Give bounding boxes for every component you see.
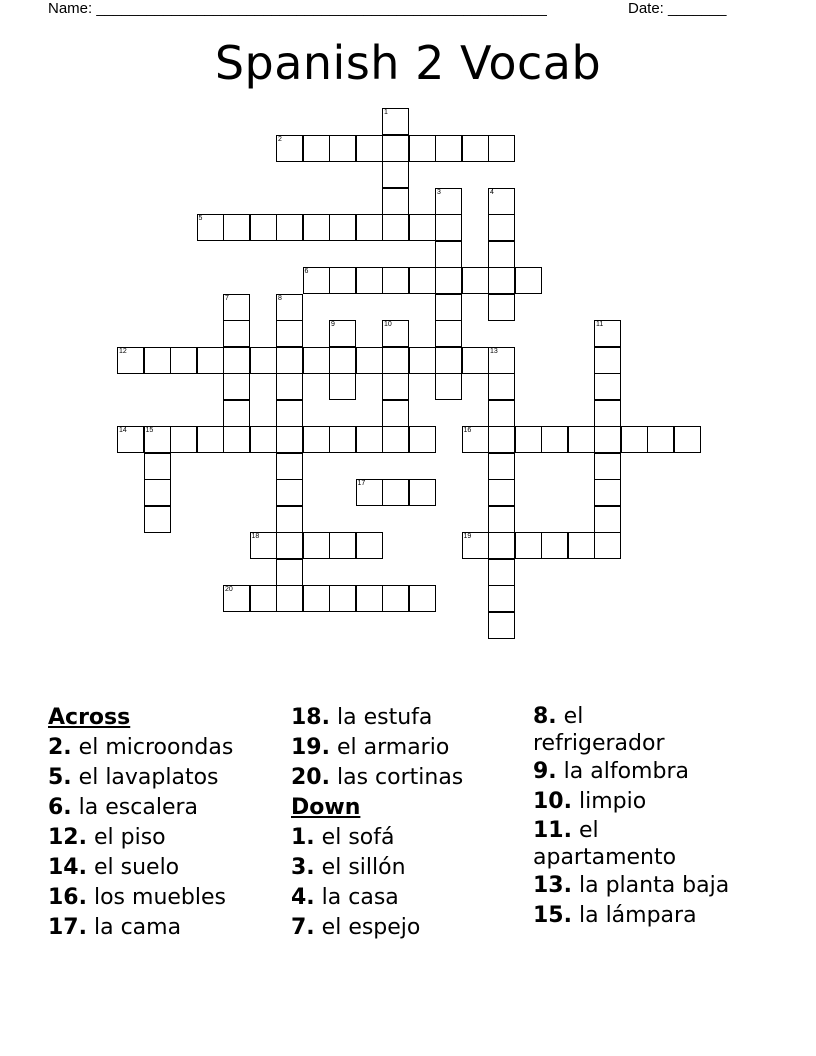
grid-cell[interactable] <box>144 453 171 480</box>
grid-cell[interactable] <box>223 320 250 347</box>
clue-number: 3 <box>437 188 441 196</box>
grid-cell[interactable] <box>594 453 621 480</box>
grid-cell[interactable] <box>674 426 701 453</box>
clue-number: 20 <box>225 586 233 593</box>
grid-cell[interactable] <box>382 161 409 188</box>
clue-number: 6 <box>304 268 309 275</box>
grid-cell[interactable] <box>409 585 436 612</box>
page-title: Spanish 2 Vocab <box>214 36 602 90</box>
grid-cell[interactable] <box>223 373 250 400</box>
grid-cell[interactable] <box>435 267 462 294</box>
grid-cell[interactable] <box>223 294 250 321</box>
date-field-label[interactable]: Date: _______ <box>628 0 727 17</box>
grid-cell[interactable] <box>594 479 621 506</box>
grid-cell[interactable] <box>568 532 595 559</box>
grid-cell[interactable] <box>250 214 277 241</box>
grid-cell[interactable] <box>515 426 542 453</box>
grid-cell[interactable] <box>197 347 224 374</box>
grid-cell[interactable] <box>488 347 515 374</box>
grid-cell[interactable] <box>488 373 515 400</box>
grid-cell[interactable] <box>197 214 224 241</box>
grid-cell[interactable] <box>488 559 515 586</box>
clue-down-13: 13. la planta baja <box>533 873 730 898</box>
grid-cell[interactable] <box>594 532 621 559</box>
grid-cell[interactable] <box>462 135 489 162</box>
grid-cell[interactable] <box>409 214 436 241</box>
clue-across-5: 5. el lavaplatos <box>48 765 219 790</box>
grid-cell[interactable] <box>223 347 250 374</box>
grid-cell[interactable] <box>515 267 542 294</box>
grid-cell[interactable] <box>144 479 171 506</box>
grid-cell[interactable] <box>276 320 303 347</box>
grid-cell[interactable] <box>488 294 515 321</box>
grid-cell[interactable] <box>276 479 303 506</box>
grid-cell[interactable] <box>409 267 436 294</box>
clue-number: 19 <box>463 533 472 540</box>
grid-cell[interactable] <box>594 506 621 533</box>
grid-cell[interactable] <box>594 426 621 453</box>
clue-number: 13 <box>490 347 498 355</box>
grid-cell[interactable] <box>435 373 462 400</box>
clue-down-8: 8. el refrigerador <box>533 704 665 756</box>
grid-cell[interactable] <box>435 135 462 162</box>
clue-column-1 <box>48 703 288 943</box>
grid-cell[interactable] <box>356 135 383 162</box>
clue-number: 16 <box>463 427 472 434</box>
grid-cell[interactable] <box>488 214 515 241</box>
grid-cell[interactable] <box>223 214 250 241</box>
grid-cell[interactable] <box>170 347 197 374</box>
clue-number: 10 <box>384 321 392 328</box>
grid-cell[interactable] <box>329 585 356 612</box>
grid-cell[interactable] <box>435 294 462 321</box>
clue-number: 8 <box>278 294 282 302</box>
grid-cell[interactable] <box>382 320 409 347</box>
clue-number: 4 <box>490 188 494 196</box>
grid-cell[interactable] <box>276 214 303 241</box>
grid-cell[interactable] <box>409 347 436 374</box>
grid-cell[interactable] <box>594 347 621 374</box>
grid-cell[interactable] <box>435 347 462 374</box>
grid-cell[interactable] <box>594 373 621 400</box>
grid-cell[interactable] <box>488 585 515 612</box>
grid-cell[interactable] <box>329 347 356 374</box>
grid-cell[interactable] <box>488 135 515 162</box>
grid-cell[interactable] <box>250 585 277 612</box>
grid-cell[interactable] <box>462 426 489 453</box>
grid-cell[interactable] <box>488 241 515 268</box>
grid-cell[interactable] <box>488 506 515 533</box>
grid-cell[interactable] <box>382 347 409 374</box>
grid-cell[interactable] <box>488 400 515 427</box>
clue-down-9: 9. la alfombra <box>533 759 689 784</box>
down-heading: Down <box>291 795 361 820</box>
clue-column-2 <box>291 703 531 943</box>
grid-cell[interactable] <box>382 585 409 612</box>
grid-cell[interactable] <box>170 426 197 453</box>
grid-cell[interactable] <box>382 214 409 241</box>
clue-number: 17 <box>357 480 366 487</box>
grid-cell[interactable] <box>276 532 303 559</box>
grid-cell[interactable] <box>329 373 356 400</box>
clue-down-11: 11. el apartamento <box>533 818 677 870</box>
clue-down-15: 15. la lámpara <box>533 903 697 928</box>
grid-cell[interactable] <box>250 532 277 559</box>
grid-cell[interactable] <box>356 347 383 374</box>
clue-number: 15 <box>145 427 154 434</box>
grid-cell[interactable] <box>329 267 356 294</box>
grid-cell[interactable] <box>223 426 250 453</box>
clue-number: 2 <box>278 135 282 143</box>
grid-cell[interactable] <box>356 426 383 453</box>
grid-cell[interactable] <box>647 426 674 453</box>
grid-cell[interactable] <box>223 400 250 427</box>
grid-cell[interactable] <box>223 585 250 612</box>
grid-cell[interactable] <box>276 347 303 374</box>
clue-down-10: 10. limpio <box>533 789 647 814</box>
grid-cell[interactable] <box>276 559 303 586</box>
grid-cell[interactable] <box>515 532 542 559</box>
grid-cell[interactable] <box>117 347 144 374</box>
grid-cell[interactable] <box>541 532 568 559</box>
grid-cell[interactable] <box>303 135 330 162</box>
grid-cell[interactable] <box>144 426 171 453</box>
grid-cell[interactable] <box>250 347 277 374</box>
grid-cell[interactable] <box>435 320 462 347</box>
clue-across-2: 2. el microondas <box>48 735 234 760</box>
clue-number: 1 <box>384 109 388 116</box>
clue-across-16: 16. los muebles <box>48 885 226 910</box>
grid-cell[interactable] <box>594 400 621 427</box>
grid-cell[interactable] <box>488 453 515 480</box>
grid-cell[interactable] <box>276 135 303 162</box>
grid-cell[interactable] <box>276 294 303 321</box>
grid-cell[interactable] <box>329 320 356 347</box>
grid-cell[interactable] <box>382 400 409 427</box>
grid-cell[interactable] <box>356 532 383 559</box>
grid-cell[interactable] <box>356 479 383 506</box>
clue-down-4: 4. la casa <box>291 885 399 910</box>
clue-number: 18 <box>251 533 260 540</box>
grid-cell[interactable] <box>117 426 144 453</box>
across-heading: Across <box>48 705 131 730</box>
grid-cell[interactable] <box>303 267 330 294</box>
grid-cell[interactable] <box>568 426 595 453</box>
grid-cell[interactable] <box>276 400 303 427</box>
grid-cell[interactable] <box>276 426 303 453</box>
grid-cell[interactable] <box>382 188 409 215</box>
grid-cell[interactable] <box>382 267 409 294</box>
grid-cell[interactable] <box>382 135 409 162</box>
grid-cell[interactable] <box>276 585 303 612</box>
grid-cell[interactable] <box>329 214 356 241</box>
grid-cell[interactable] <box>144 347 171 374</box>
clue-number: 12 <box>119 347 127 355</box>
clue-across-18: 18. la estufa <box>291 705 433 730</box>
grid-cell[interactable] <box>197 426 224 453</box>
grid-cell[interactable] <box>356 214 383 241</box>
grid-cell[interactable] <box>276 453 303 480</box>
grid-cell[interactable] <box>435 188 462 215</box>
grid-cell[interactable] <box>594 320 621 347</box>
clue-column-3 <box>533 703 773 931</box>
grid-cell[interactable] <box>488 267 515 294</box>
grid-cell[interactable] <box>276 373 303 400</box>
grid-cell[interactable] <box>303 532 330 559</box>
grid-cell[interactable] <box>409 479 436 506</box>
clue-across-19: 19. el armario <box>291 735 450 760</box>
grid-cell[interactable] <box>462 532 489 559</box>
grid-cell[interactable] <box>488 188 515 215</box>
grid-cell[interactable] <box>329 135 356 162</box>
grid-cell[interactable] <box>382 108 409 135</box>
grid-cell[interactable] <box>356 585 383 612</box>
grid-cell[interactable] <box>329 532 356 559</box>
grid-cell[interactable] <box>435 214 462 241</box>
grid-cell[interactable] <box>356 267 383 294</box>
clue-down-1: 1. el sofá <box>291 825 395 850</box>
clue-down-3: 3. el sillón <box>291 855 406 880</box>
grid-cell[interactable] <box>382 373 409 400</box>
grid-cell[interactable] <box>382 426 409 453</box>
grid-cell[interactable] <box>621 426 648 453</box>
clue-down-7: 7. el espejo <box>291 915 421 940</box>
grid-cell[interactable] <box>409 135 436 162</box>
grid-cell[interactable] <box>488 426 515 453</box>
grid-cell[interactable] <box>144 506 171 533</box>
grid-cell[interactable] <box>435 241 462 268</box>
clue-across-14: 14. el suelo <box>48 855 180 880</box>
clue-number: 7 <box>225 294 229 302</box>
clue-number: 14 <box>119 427 127 434</box>
clue-number: 9 <box>331 321 335 328</box>
grid-cell[interactable] <box>462 267 489 294</box>
clue-across-12: 12. el piso <box>48 825 166 850</box>
clue-across-17: 17. la cama <box>48 915 182 940</box>
grid-cell[interactable] <box>250 426 277 453</box>
grid-cell[interactable] <box>329 426 356 453</box>
grid-cell[interactable] <box>303 214 330 241</box>
clue-across-20: 20. las cortinas <box>291 765 464 790</box>
grid-cell[interactable] <box>541 426 568 453</box>
grid-cell[interactable] <box>488 479 515 506</box>
clue-number: 11 <box>596 321 604 328</box>
grid-cell[interactable] <box>303 585 330 612</box>
grid-cell[interactable] <box>303 426 330 453</box>
grid-cell[interactable] <box>382 479 409 506</box>
grid-cell[interactable] <box>276 506 303 533</box>
grid-cell[interactable] <box>303 347 330 374</box>
grid-cell[interactable] <box>488 612 515 639</box>
clue-across-6: 6. la escalera <box>48 795 199 820</box>
grid-cell[interactable] <box>462 347 489 374</box>
grid-cell[interactable] <box>409 426 436 453</box>
name-field-label[interactable]: Name: ______________________________________________________ <box>48 0 547 17</box>
clue-number: 5 <box>198 215 203 222</box>
grid-cell[interactable] <box>488 532 515 559</box>
